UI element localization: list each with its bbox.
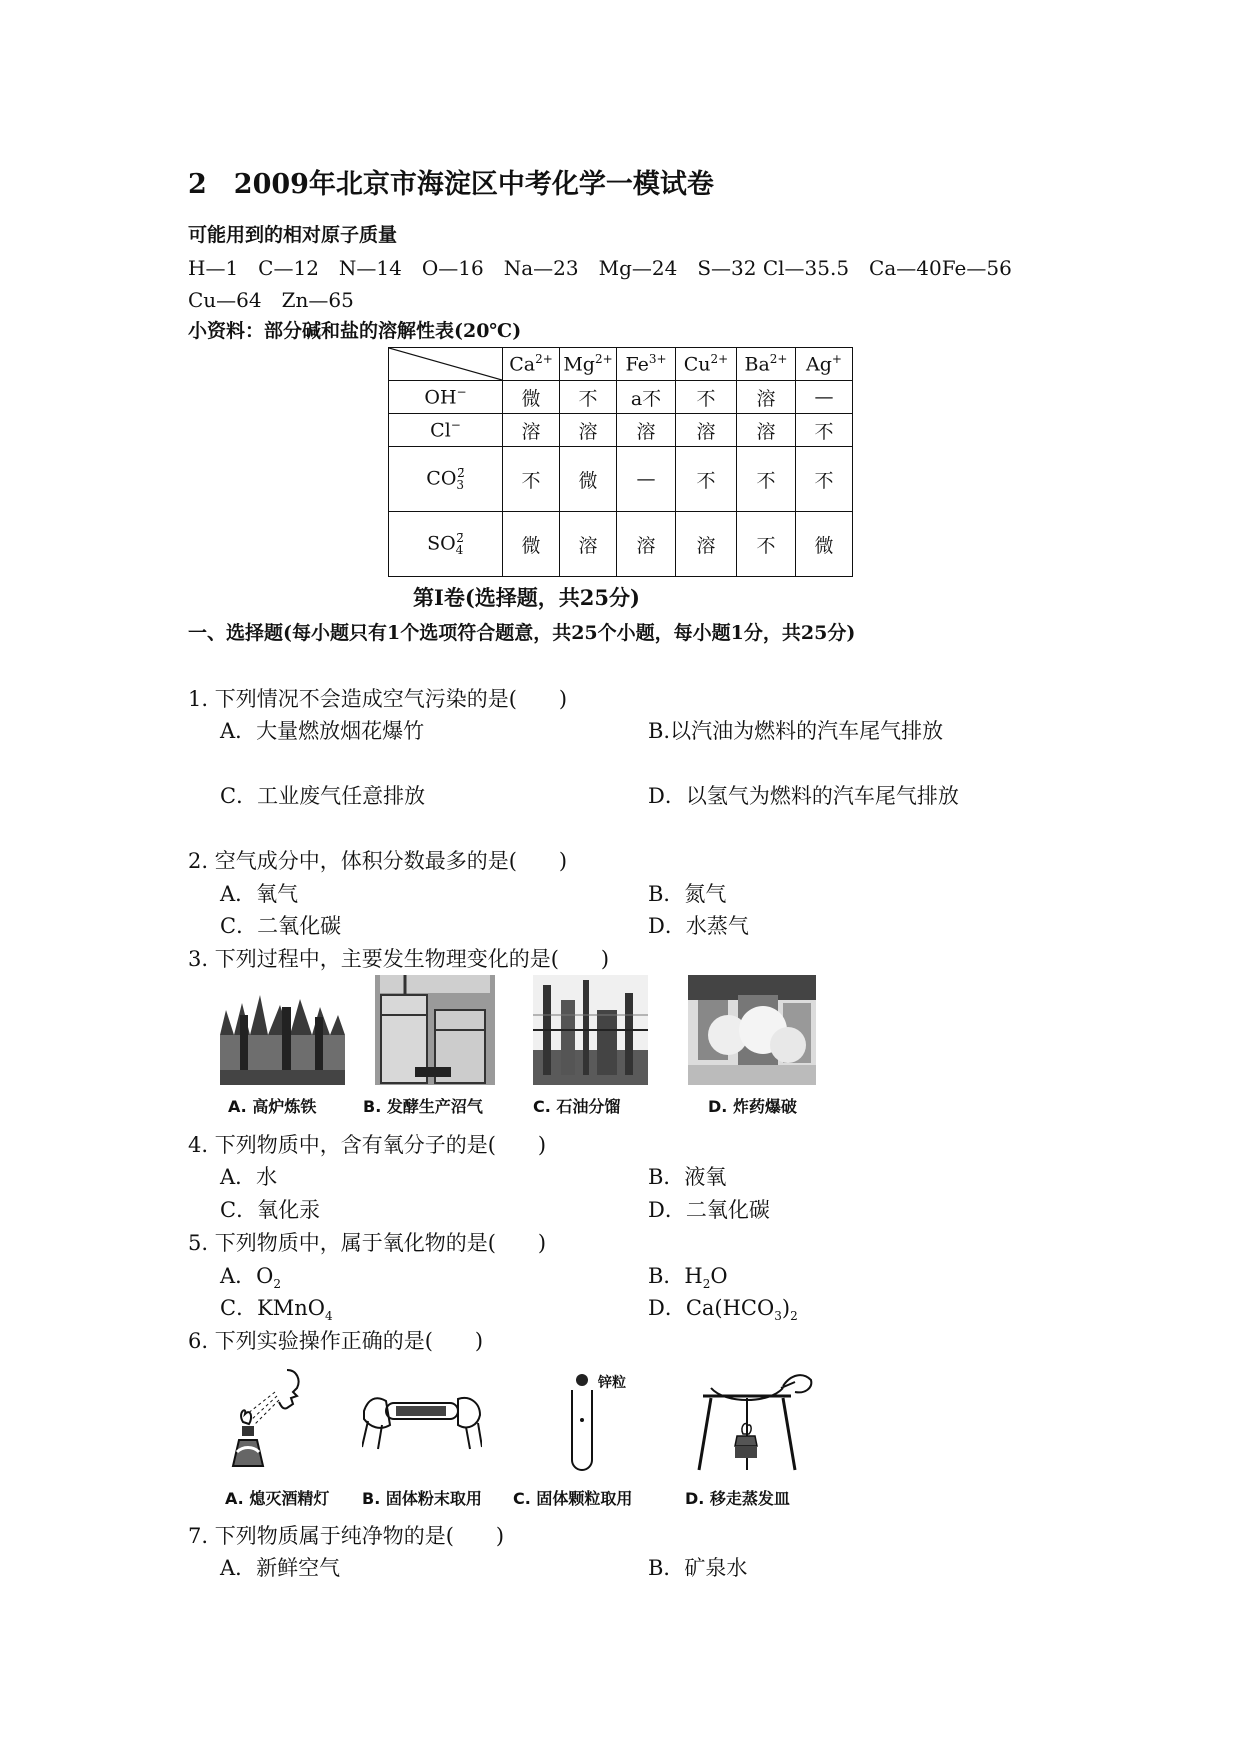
q3-caption-b: B. 发酵生产沼气 xyxy=(363,1097,483,1116)
evaporating-dish-drawing xyxy=(695,1366,815,1476)
question-3-stem: 3. 下列过程中，主要发生物理变化的是( ) xyxy=(188,947,610,971)
table-cell: 溶 xyxy=(560,414,617,447)
table-cell: — xyxy=(796,381,853,414)
table-cell: 溶 xyxy=(617,512,676,577)
alcohol-lamp-drawing xyxy=(225,1362,315,1472)
question-1-option-a: A．大量燃放烟花爆竹 xyxy=(220,719,425,743)
table-header-row xyxy=(389,348,853,381)
atomic-mass-line-2: Cu—64 Zn—65 xyxy=(188,288,354,312)
question-5-option-b: B．$H_2O$ xyxy=(648,1264,728,1292)
table-caption: 小资料：部分碱和盐的溶解性表(20℃) xyxy=(188,320,522,342)
question-1-option-d: D．以氢气为燃料的汽车尾气排放 xyxy=(648,784,959,808)
table-cell: 微 xyxy=(503,512,560,577)
q3-caption-c: C. 石油分馏 xyxy=(533,1097,621,1116)
q6-caption-d: D. 移走蒸发皿 xyxy=(685,1489,790,1508)
cation-header: $Cu^{2+}$ xyxy=(676,348,737,381)
question-7-option-b: B．矿泉水 xyxy=(648,1556,748,1580)
q3-caption-a: A. 高炉炼铁 xyxy=(228,1097,317,1116)
question-2-option-c: C．二氧化碳 xyxy=(220,914,342,938)
biogas-tank-photo xyxy=(375,975,495,1085)
cation-header: Ag+ xyxy=(796,348,853,381)
table-row xyxy=(389,414,853,447)
table-cell: 不 xyxy=(676,381,737,414)
question-1-option-b: B.以汽油为燃料的汽车尾气排放 xyxy=(648,719,944,743)
anion-header: OH− xyxy=(389,381,503,414)
question-5-option-d: D．$Ca(HCO_3)_2$ xyxy=(648,1296,798,1324)
question-2-stem: 2. 空气成分中，体积分数最多的是( ) xyxy=(188,849,568,873)
solubility-table xyxy=(388,347,853,577)
anion-header: $CO_3^{2̄}$ xyxy=(389,447,503,512)
test-tube-drawing xyxy=(562,1372,602,1472)
question-1-option-c: C．工业废气任意排放 xyxy=(220,784,426,808)
q6-caption-b: B. 固体粉末取用 xyxy=(362,1489,482,1508)
table-cell: 溶 xyxy=(560,512,617,577)
question-4-option-b: B．液氧 xyxy=(648,1165,727,1189)
blast-furnace-photo xyxy=(220,975,345,1085)
atomic-mass-heading: 可能用到的相对原子质量 xyxy=(188,224,398,246)
table-cell: 微 xyxy=(503,381,560,414)
powder-tube-drawing xyxy=(362,1385,482,1455)
q3-caption-d: D. 炸药爆破 xyxy=(708,1097,797,1116)
question-2-option-a: A．氧气 xyxy=(220,882,299,906)
atomic-mass-line-1: H—1 C—12 N—14 O—16 Na—23 Mg—24 S—32 Cl—35.5 Ca—40Fe—56 xyxy=(188,256,1012,280)
table-cell: — xyxy=(617,447,676,512)
table-cell: 不 xyxy=(737,447,796,512)
anion-header: $SO_4^{2̄}$ xyxy=(389,512,503,577)
table-row xyxy=(389,381,853,414)
question-5-option-c: C．KMnO$_4$ xyxy=(220,1296,333,1324)
q6-caption-a: A. 熄灭酒精灯 xyxy=(225,1489,330,1508)
section-instructions: 一、选择题(每小题只有1个选项符合题意，共25个小题，每小题1分，共25分) xyxy=(188,622,856,644)
question-5-stem: 5. 下列物质中，属于氧化物的是( ) xyxy=(188,1231,547,1255)
table-cell: 溶 xyxy=(676,414,737,447)
table-cell: 微 xyxy=(560,447,617,512)
table-cell: 不 xyxy=(796,414,853,447)
oil-refinery-photo xyxy=(533,975,648,1085)
table-cell: 溶 xyxy=(617,414,676,447)
table-row xyxy=(389,512,853,577)
question-7-option-a: A．新鲜空气 xyxy=(220,1556,341,1580)
question-4-option-c: C．氧化汞 xyxy=(220,1198,321,1222)
table-cell: 不 xyxy=(676,447,737,512)
table-cell: 溶 xyxy=(737,414,796,447)
question-4-stem: 4. 下列物质中，含有氧分子的是( ) xyxy=(188,1133,547,1157)
cation-header: $Mg^{2+}$ xyxy=(560,348,617,381)
diagonal-line xyxy=(389,348,502,380)
question-5-option-a: A．$O_2$ xyxy=(220,1264,282,1292)
q6-caption-c: C. 固体颗粒取用 xyxy=(513,1489,633,1508)
anion-header: Cl− xyxy=(389,414,503,447)
question-1-stem: 1. 下列情况不会造成空气污染的是( ) xyxy=(188,687,568,711)
cation-header: $Ca^{2+}$ xyxy=(503,348,560,381)
table-cell: 溶 xyxy=(676,512,737,577)
cation-header: $Fe^{3+}$ xyxy=(617,348,676,381)
table-cell: 不 xyxy=(503,447,560,512)
question-2-option-d: D．水蒸气 xyxy=(648,914,749,938)
page-title: 2 2009年北京市海淀区中考化学一模试卷 xyxy=(188,169,714,200)
table-cell: 微 xyxy=(796,512,853,577)
table-cell: 溶 xyxy=(737,381,796,414)
cation-header: $Ba^{2+}$ xyxy=(737,348,796,381)
part-title: 第Ⅰ卷(选择题，共25分) xyxy=(413,585,640,610)
question-2-option-b: B．氮气 xyxy=(648,882,727,906)
question-4-option-a: A．水 xyxy=(220,1165,278,1189)
table-cell: a不 xyxy=(617,381,676,414)
table-cell: 不 xyxy=(796,447,853,512)
diagonal-header-cell xyxy=(389,348,503,381)
table-cell: 不 xyxy=(737,512,796,577)
question-7-stem: 7. 下列物质属于纯净物的是( ) xyxy=(188,1524,505,1548)
explosion-photo xyxy=(688,975,816,1085)
table-row xyxy=(389,447,853,512)
table-cell: 不 xyxy=(560,381,617,414)
question-6-stem: 6. 下列实验操作正确的是( ) xyxy=(188,1329,484,1353)
question-4-option-d: D．二氧化碳 xyxy=(648,1198,770,1222)
zinc-granule-label: 锌粒 xyxy=(598,1375,626,1391)
table-cell: 溶 xyxy=(503,414,560,447)
